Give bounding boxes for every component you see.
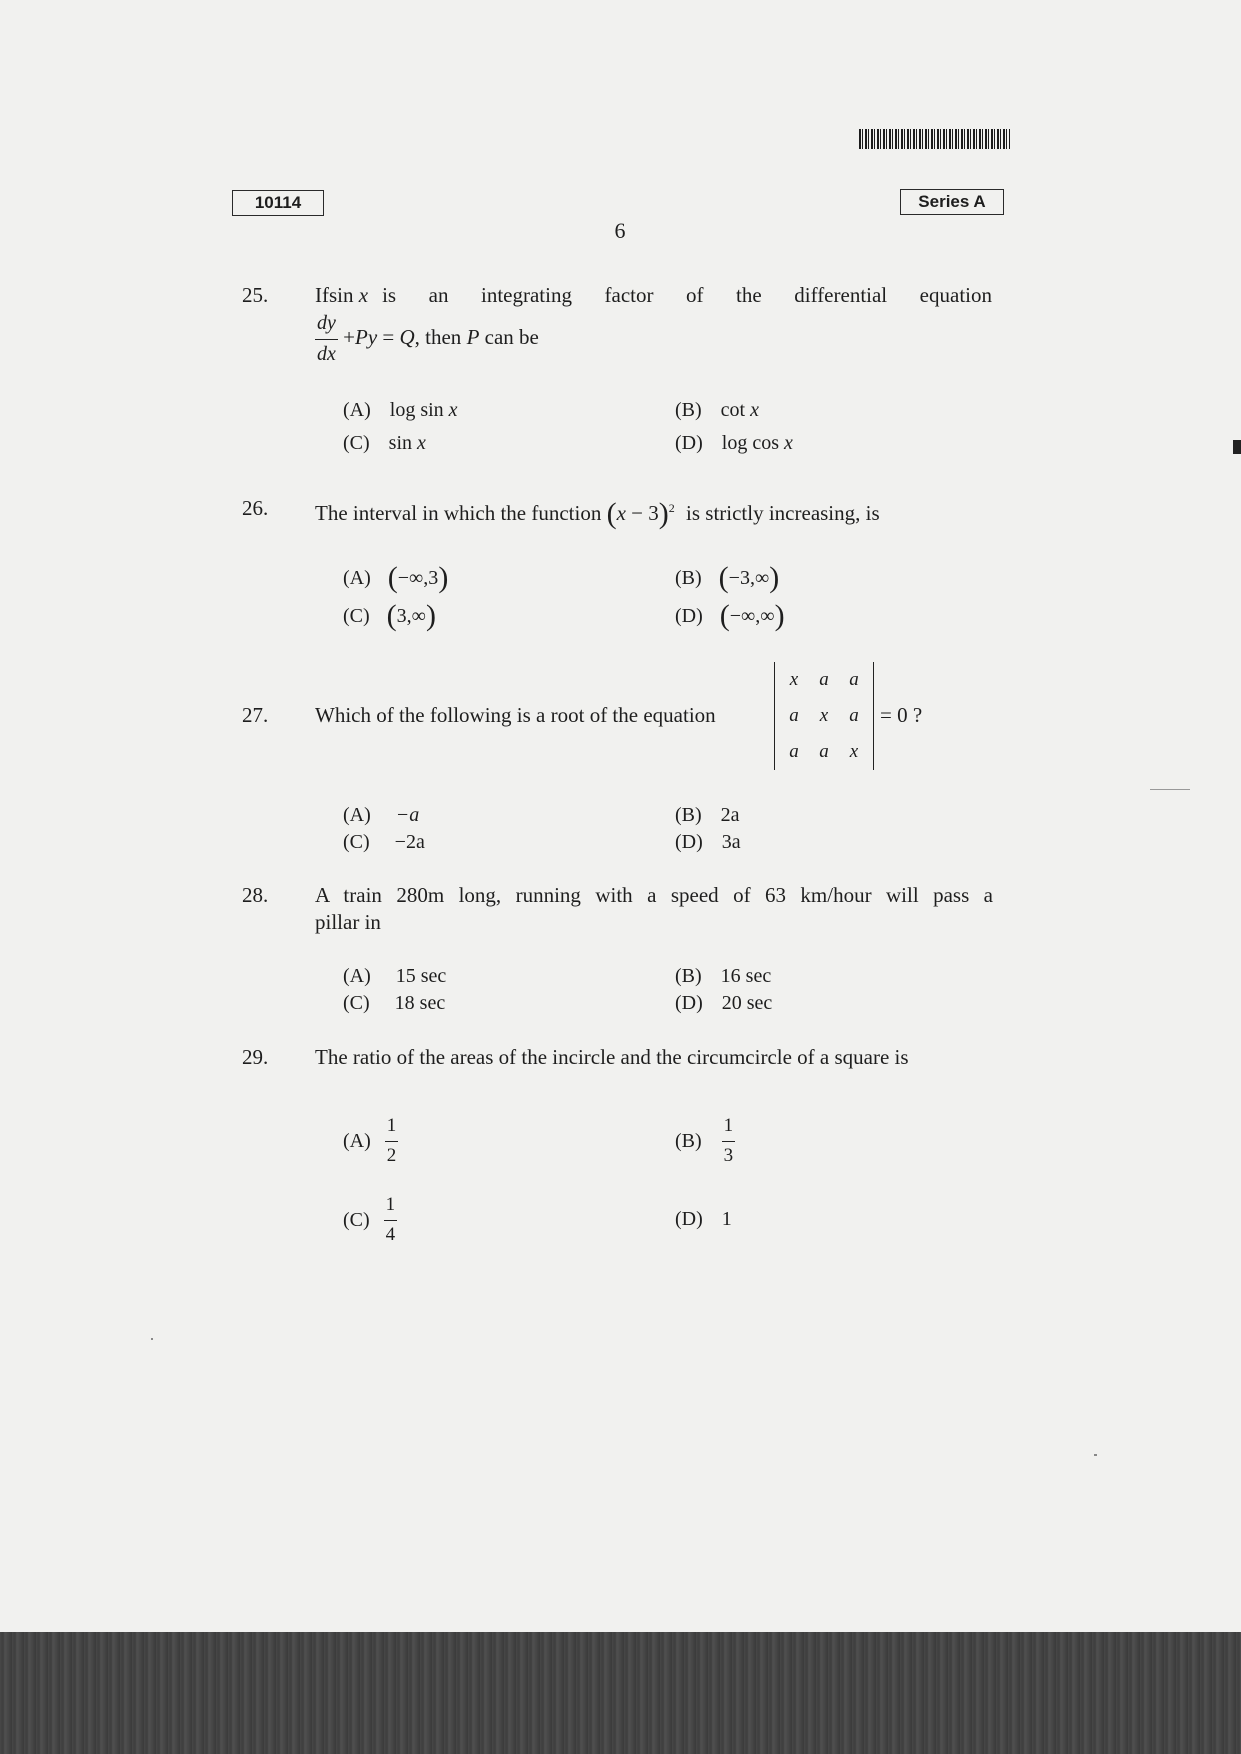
q25-option-b[interactable]: (B) cot x: [675, 399, 759, 421]
q27-option-c[interactable]: (C) −2a: [343, 831, 425, 853]
matrix-cell: a: [849, 705, 859, 726]
q29-text: The ratio of the areas of the incircle and the circumcircle of a square is: [315, 1045, 909, 1069]
q26-option-c[interactable]: (C) (3,∞): [343, 599, 436, 632]
paper-code-box: [232, 190, 324, 216]
scan-speck: [1150, 789, 1190, 790]
fraction-one-third: $\frac{1}{3}$: [723, 1115, 734, 1166]
q27-equals: = 0 ?: [880, 703, 923, 727]
q28-option-c[interactable]: (C) 18 sec: [343, 992, 446, 1014]
q26-option-b[interactable]: (B) (−3,∞): [675, 561, 780, 594]
q29-option-d[interactable]: (D) 1: [675, 1208, 732, 1230]
q29-number: 29.: [242, 1045, 269, 1069]
q25-number: 25.: [242, 283, 269, 307]
q26-option-d[interactable]: (D) (−∞,∞): [675, 599, 785, 632]
q26-option-a[interactable]: (A) (−∞,3): [343, 561, 449, 594]
matrix-cell: x: [849, 741, 859, 762]
q25-equation: $\frac{dy}{dx}$ +Py = Q, then P can be: [315, 310, 539, 368]
q27-option-b[interactable]: (B) 2a: [675, 804, 740, 826]
q26-number: 26.: [242, 496, 269, 520]
scanner-edge: [0, 1632, 1241, 1754]
fraction-one-half: $\frac{1}{2}$: [386, 1115, 397, 1166]
series-box: [900, 189, 1004, 215]
q28-option-b[interactable]: (B) 16 sec: [675, 965, 772, 987]
q28-option-a[interactable]: (A) 15 sec: [343, 965, 447, 987]
q28-number: 28.: [242, 883, 269, 907]
q25-option-a[interactable]: (A) log sin x: [343, 399, 458, 421]
q27-option-a[interactable]: (A) −a: [343, 804, 420, 826]
fraction-one-quarter: $\frac{1}{4}$: [385, 1194, 396, 1245]
q27-number: 27.: [242, 703, 269, 727]
matrix-cell: a: [819, 669, 829, 690]
q26-text: The interval in which the function $(x - 3)^2$ is strictly increasing, is: [315, 497, 880, 530]
matrix-cell: x: [819, 705, 829, 726]
scan-speck: [151, 1338, 153, 1340]
scan-speck: [1233, 440, 1241, 454]
q29-option-b[interactable]: (B) $\frac{1}{3}$: [675, 1113, 735, 1169]
q28-option-d[interactable]: (D) 20 sec: [675, 992, 773, 1014]
paper-code: 10114: [254, 193, 302, 212]
q27-option-d[interactable]: (D) 3a: [675, 831, 741, 853]
determinant-matrix: [774, 662, 874, 770]
series-label: Series A: [918, 192, 986, 211]
q28-text-line2: pillar in: [315, 910, 381, 934]
q25-option-c[interactable]: (C) sin x: [343, 432, 426, 454]
q28-text-line1: A train 280m long, running with a speed of 63 km/hour will pass a: [315, 883, 993, 907]
page-number: 6: [614, 218, 626, 243]
q29-option-a[interactable]: (A) $\frac{1}{2}$: [343, 1113, 398, 1169]
matrix-cell: x: [789, 669, 799, 690]
q27-text: Which of the following is a root of the equation: [315, 703, 716, 727]
barcode: [859, 129, 1010, 149]
matrix-cell: a: [819, 741, 829, 762]
matrix-cell: a: [789, 741, 799, 762]
q29-option-c[interactable]: (C) $\frac{1}{4}$: [343, 1192, 397, 1248]
matrix-cell: a: [849, 669, 859, 690]
matrix-cell: a: [789, 705, 799, 726]
dy-dx-fraction: $\frac{dy}{dx}$: [317, 312, 336, 365]
scan-speck: [1094, 1454, 1097, 1456]
q25-text-line1: If sin x is an integrating factor of the differential equation: [315, 283, 992, 307]
q25-option-d[interactable]: (D) log cos x: [675, 432, 793, 454]
